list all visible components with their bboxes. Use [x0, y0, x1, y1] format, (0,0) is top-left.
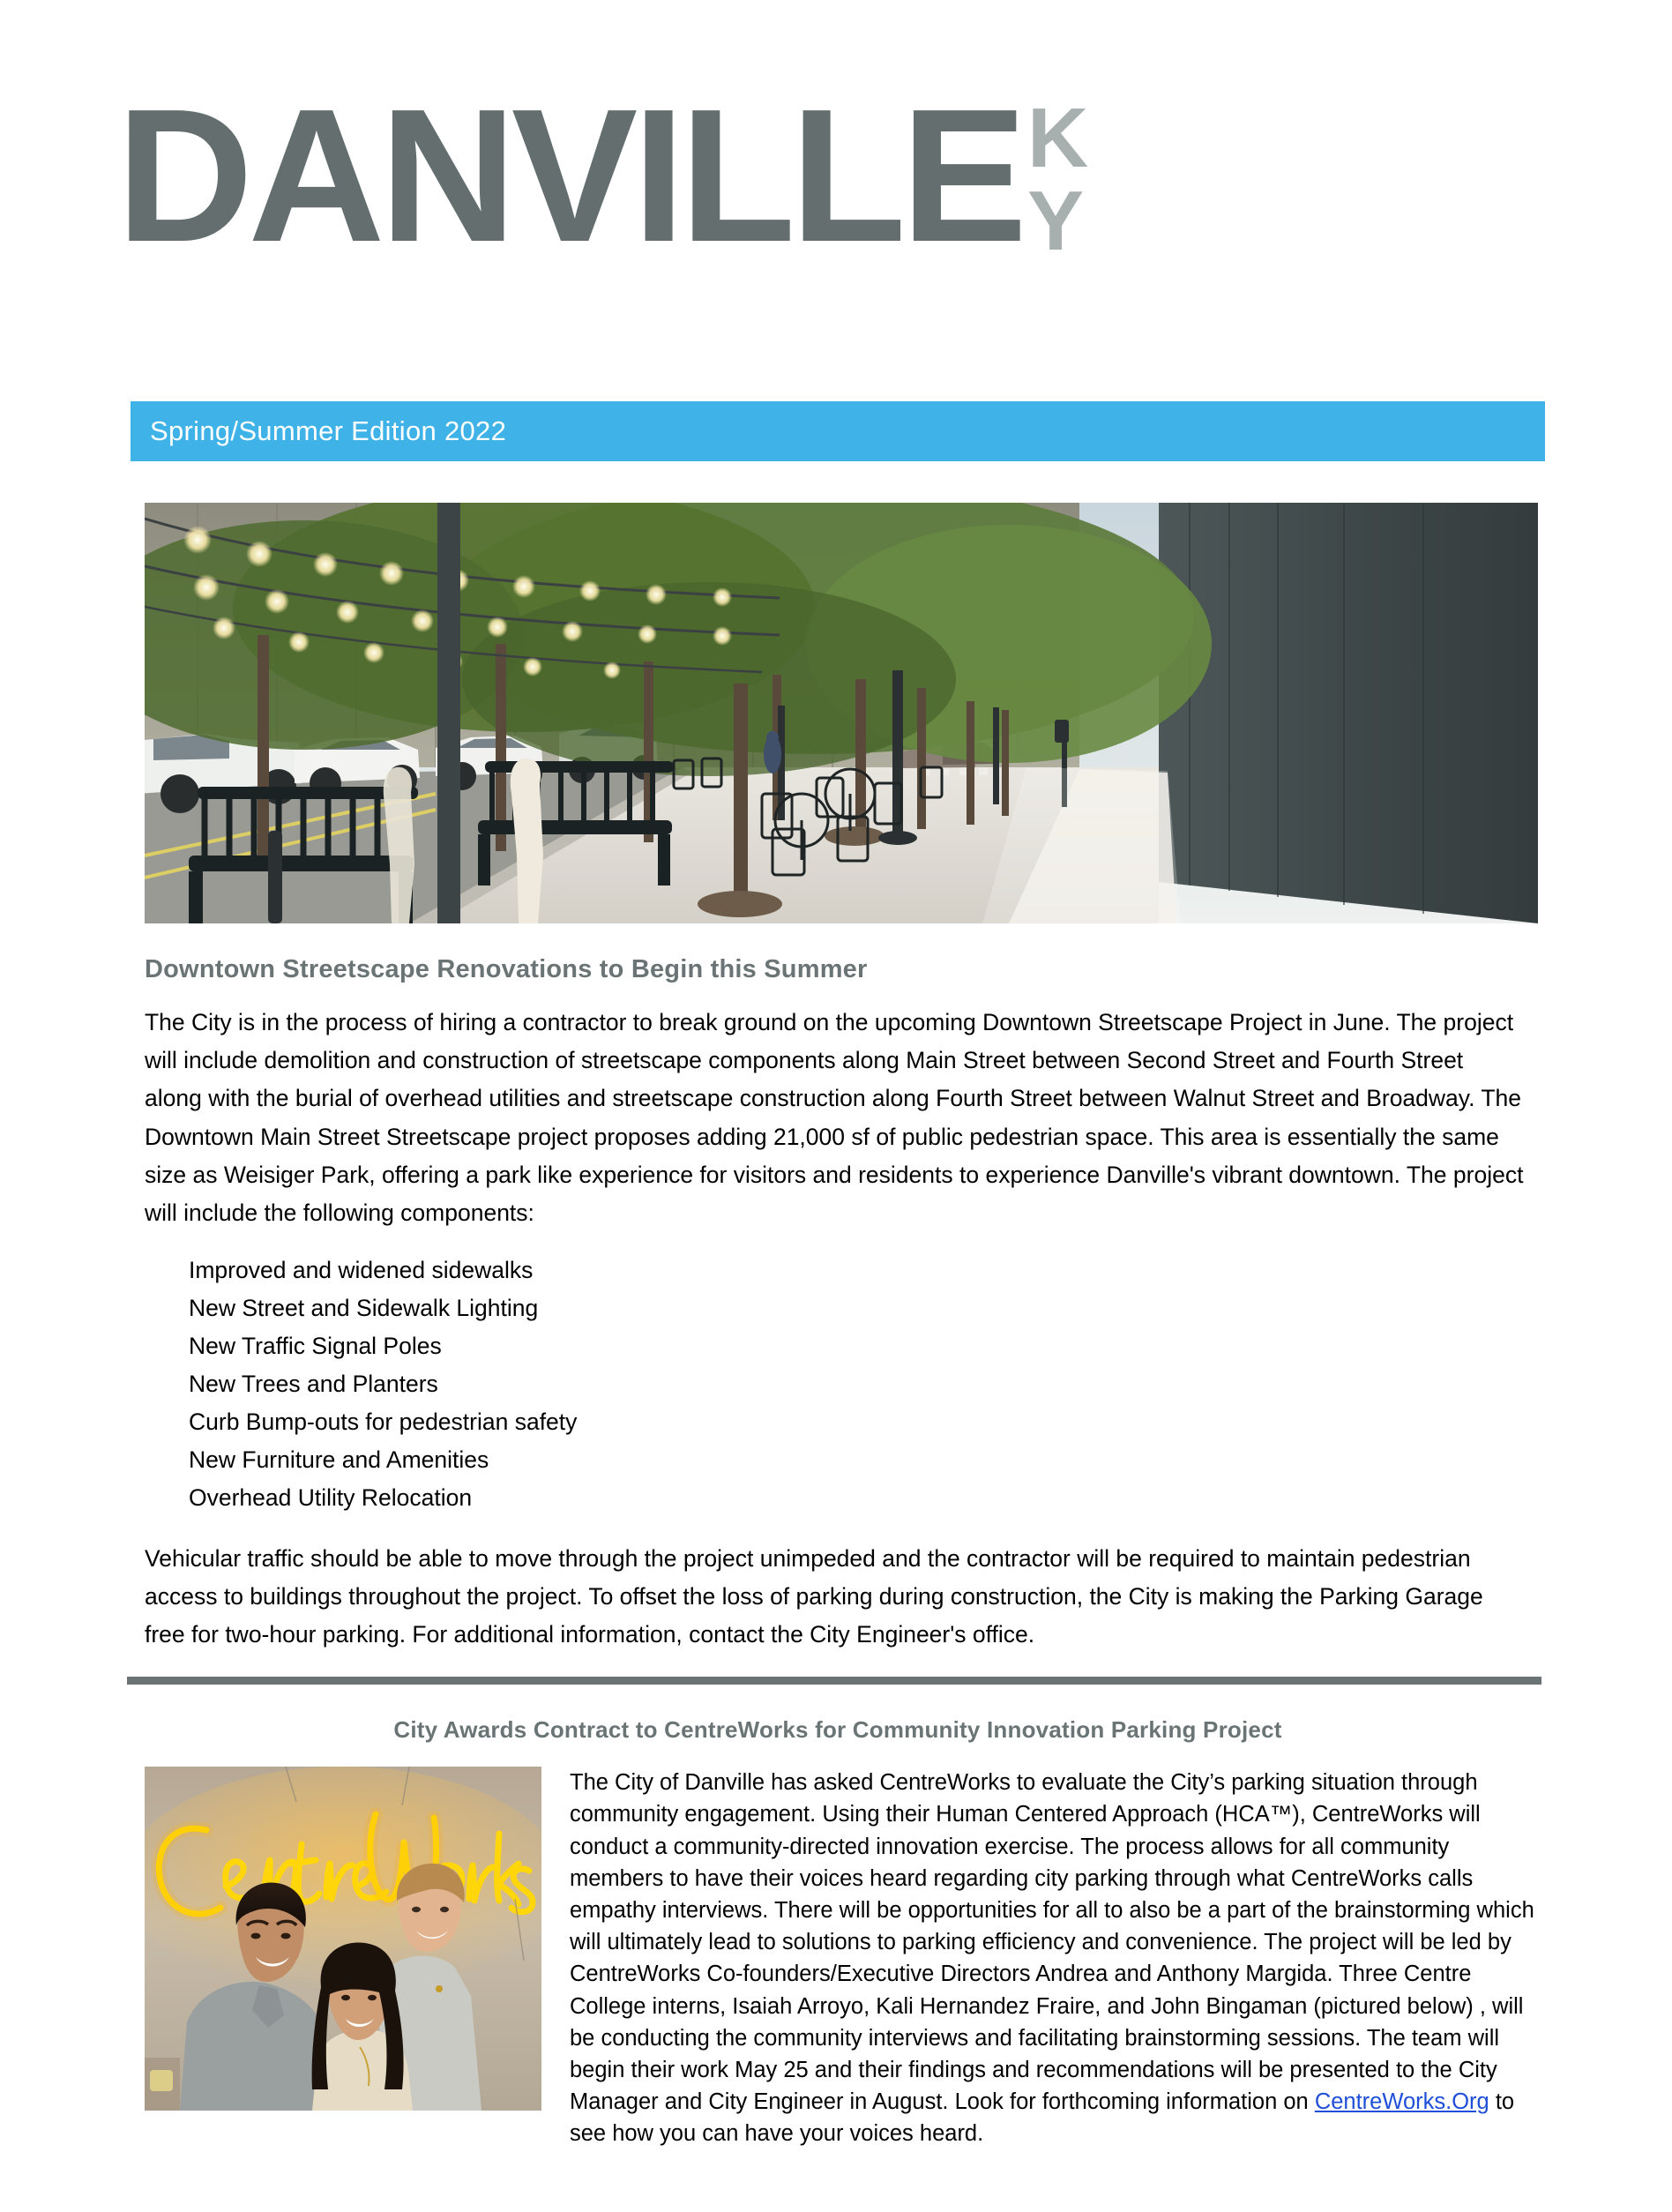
state-letter-y: Y — [1027, 174, 1085, 269]
state-letter-k: K — [1027, 91, 1089, 185]
list-item: Curb Bump-outs for pedestrian safety — [189, 1408, 578, 1435]
list-item: Improved and widened sidewalks — [189, 1257, 534, 1284]
edition-banner-label: Spring/Summer Edition 2022 — [150, 415, 507, 446]
article-paragraph-1: The City is in the process of hiring a contractor to break ground on the upcoming Downtown Streetscape Project in June. The project will include demolition and construction of streetscape components along Main Street between Second Street and Fourth Street along with the burial of overhead utilities and streetscape construction along Fourth Street between Walnut Street and Broadway. The Downtown Main Street Streetscape project proposes adding 21,000 sf of public pedestrian space. This area is essentially the same size as Weisiger Park, offering a park like experience for visitors and residents to experience Danville's vibrant downtown. The project will include the following components: — [145, 1009, 1524, 1226]
centreworks-team-photo — [145, 1767, 541, 2111]
centreworks-team-photo-svg — [145, 1767, 541, 2111]
edition-banner — [131, 401, 1545, 461]
list-item: Overhead Utility Relocation — [189, 1483, 473, 1511]
centreworks-org-link[interactable]: CentreWorks.Org — [1314, 2089, 1489, 2115]
article-paragraph-2: Vehicular traffic should be able to move through the project unimpeded and the contractor will be required to maintain pedestrian access to buildings throughout the project. To offset the loss of parking during construction, the City is making the Parking Garage free for two-hour parking. For additional information, contact the City Engineer's office. — [145, 1544, 1483, 1648]
list-item: New Furniture and Amenities — [189, 1446, 489, 1473]
state-abbreviation — [1027, 91, 1089, 269]
project-components-list — [131, 1252, 1545, 1516]
section2-body — [145, 1767, 1545, 2149]
section-divider — [127, 1677, 1541, 1685]
danville-logo — [116, 69, 1089, 281]
page-content — [131, 494, 1545, 2150]
streetscape-rendering-svg — [145, 503, 1538, 923]
city-wordmark: DANVILLE — [116, 69, 1022, 281]
centreworks-article-text — [570, 1767, 1545, 2149]
list-item: New Traffic Signal Poles — [189, 1332, 442, 1359]
list-item: New Street and Sidewalk Lighting — [189, 1295, 539, 1322]
article-headline: Downtown Streetscape Renovations to Begin this Summer — [145, 955, 868, 983]
centreworks-text-part-2: to see how you can have your voices heard. — [570, 2089, 1515, 2147]
section2-headline: City Awards Contract to CentreWorks for Community Innovation Parking Project — [393, 1716, 1282, 1744]
masthead — [0, 0, 1672, 353]
list-item: New Trees and Planters — [189, 1370, 438, 1397]
centreworks-text-part-1: The City of Danville has asked CentreWorks to evaluate the City’s parking situation through community engagement. Using their Human Centered Approach (HCA™), CentreWorks will conduct a community-directed innovation exercise. The process allows for all community members to have their voices heard regarding city parking through what CentreWorks calls empathy interviews. There will be opportunities for all to also be a part of the brainstorming which will ultimately lead to solutions to parking efficiency and convenience. The project will be led by CentreWorks Co-founders/Executive Directors Andrea and Anthony Margida. Three Centre College interns, Isaiah Arroyo, Kali Hernandez Fraire, and John Bingaman (pictured below) , will be conducting the community interviews and facilitating brainstorming sessions. The team will begin their work May 25 and their findings and recommendations will be presented to the City Manager and City Engineer in August. Look for forthcoming information on — [570, 1770, 1534, 2115]
streetscape-rendering-image — [145, 503, 1538, 923]
